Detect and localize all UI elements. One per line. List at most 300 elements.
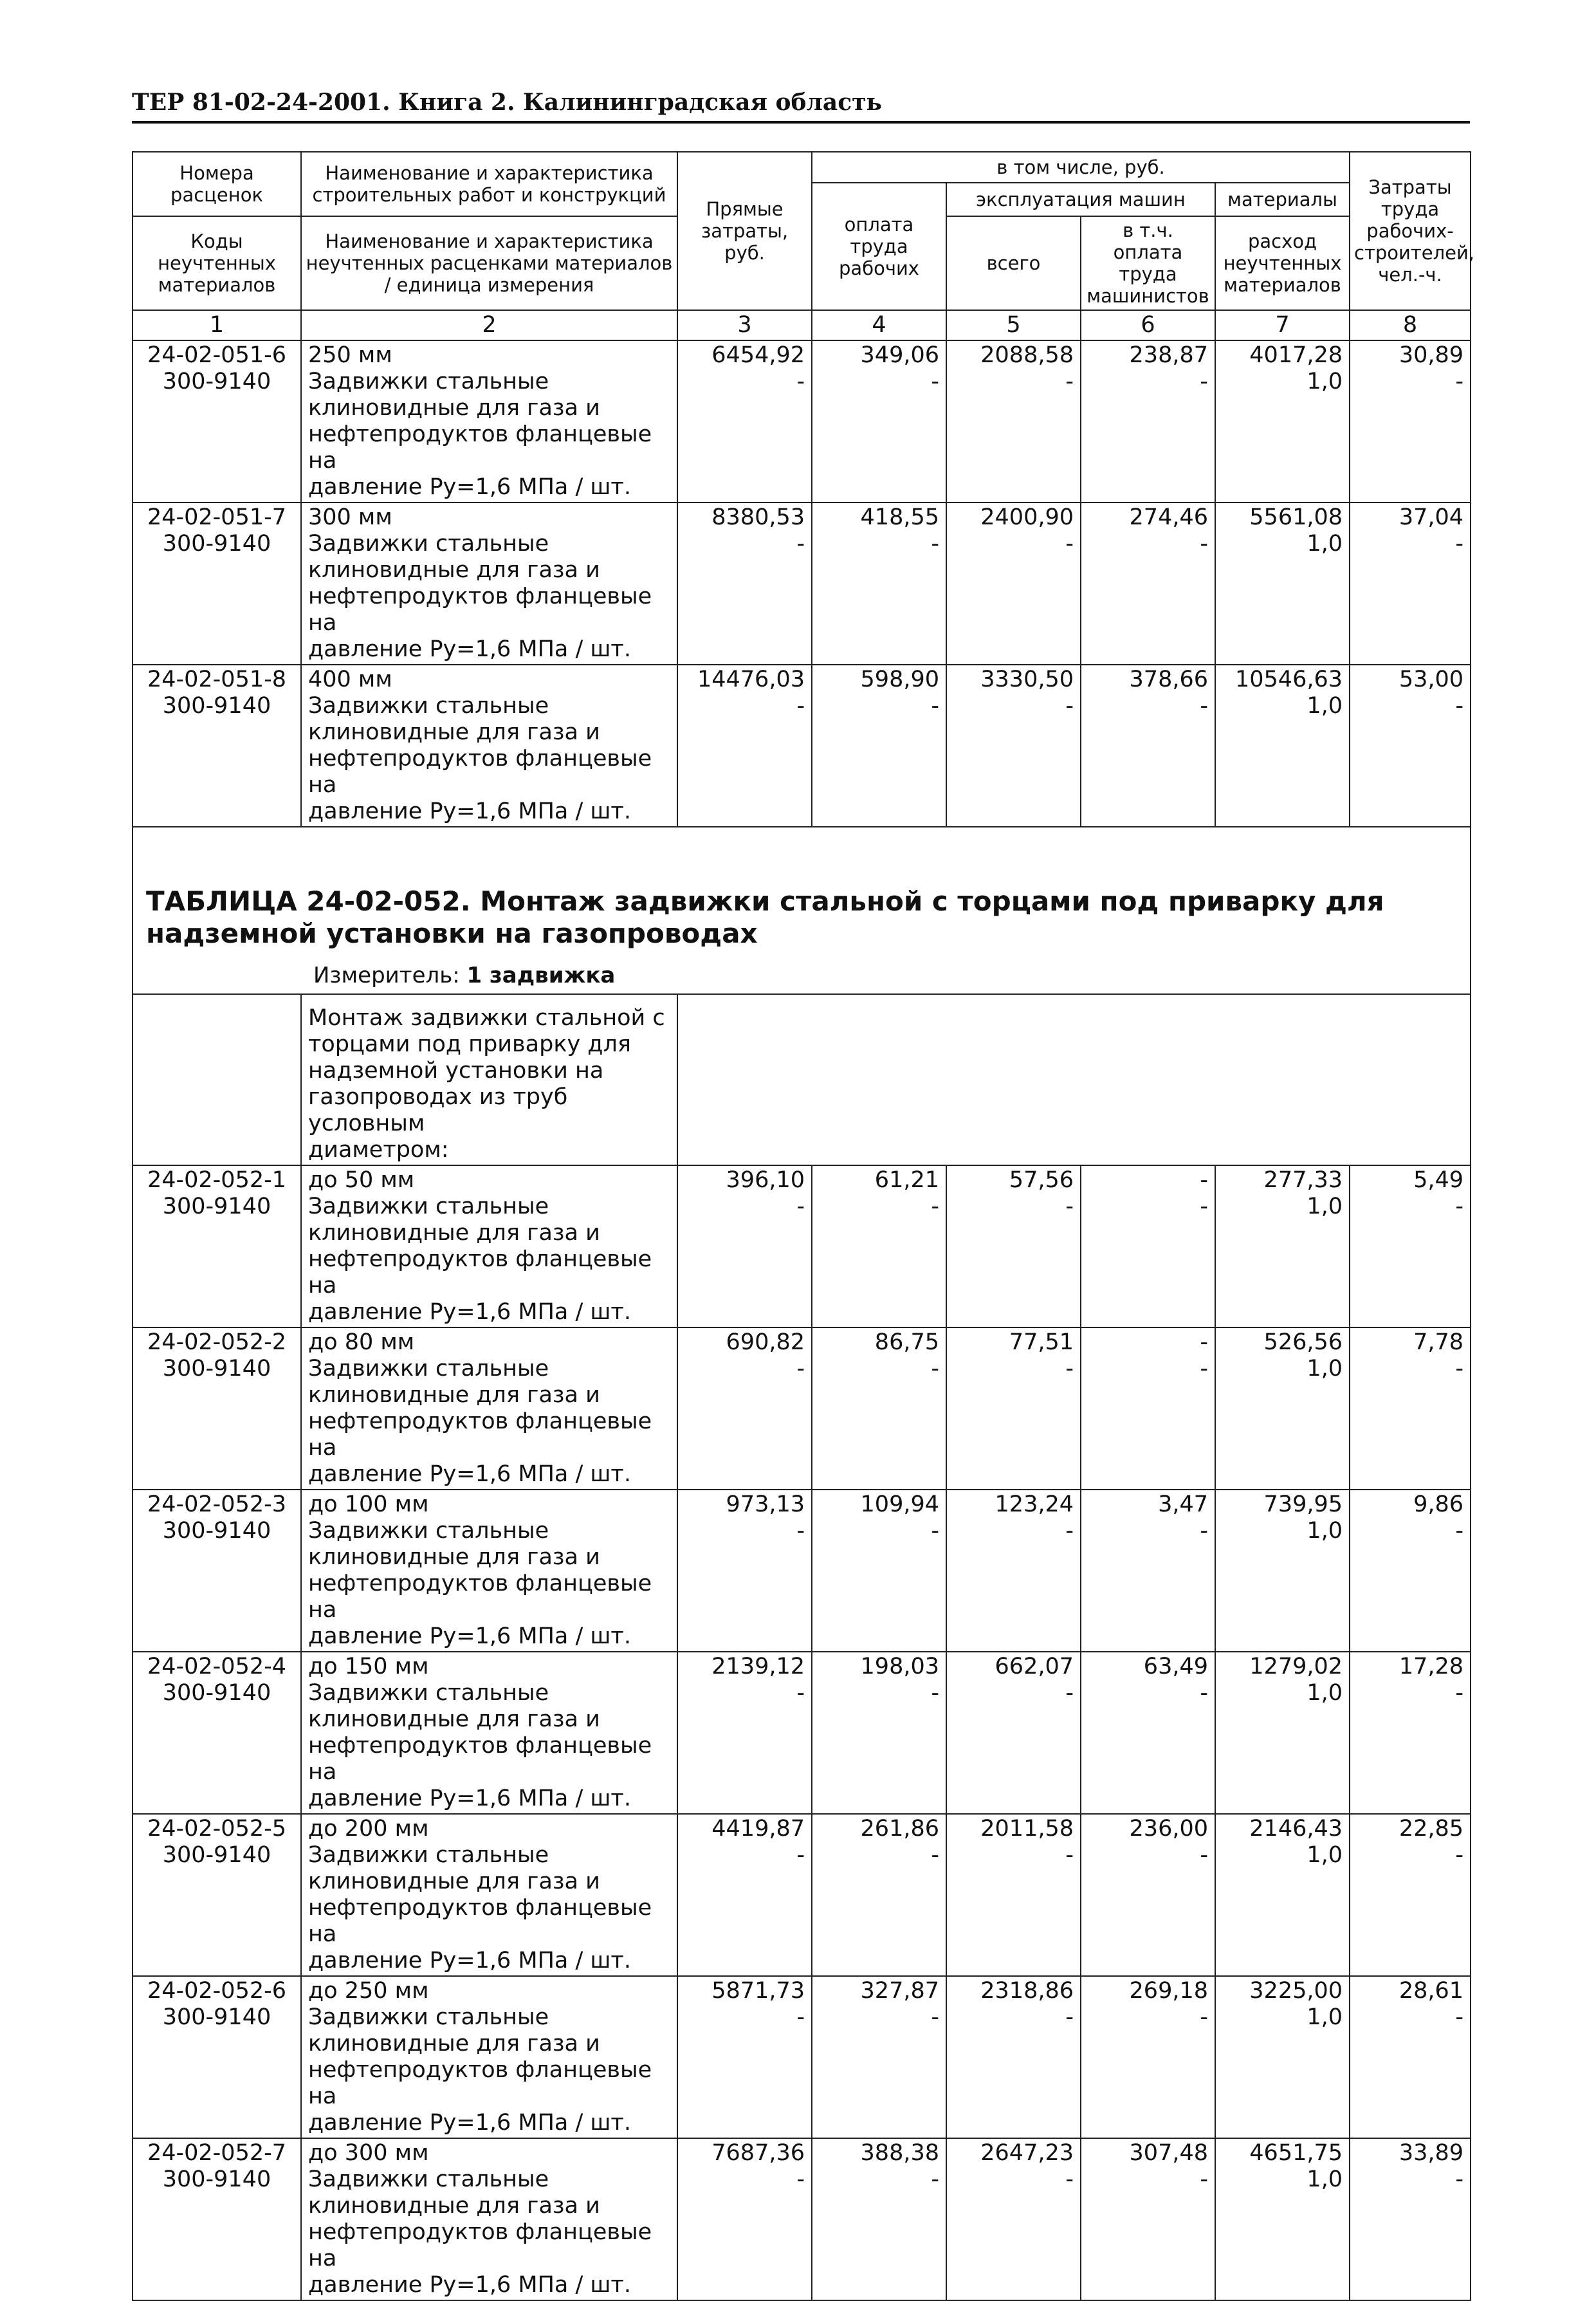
machinist-labor-cell bbox=[1081, 1652, 1215, 1814]
labor-cost: 198,03 bbox=[860, 1654, 939, 1679]
section-title-line: надземной установки на газопроводах bbox=[146, 918, 758, 949]
machine-total-cell bbox=[946, 1490, 1081, 1652]
material-name: клиновидные для газа и bbox=[308, 1220, 600, 1246]
materials-cost: 739,95 bbox=[1263, 1492, 1343, 1517]
material-code: 300-9140 bbox=[162, 1680, 271, 1706]
work-name: 300 мм bbox=[308, 504, 392, 530]
rate-code: 24-02-052-1 bbox=[147, 1167, 287, 1193]
direct-cost-cell bbox=[677, 1814, 812, 1976]
direct-cost-cell bbox=[677, 1165, 812, 1327]
direct-cost-cell bbox=[677, 1652, 812, 1814]
measure-unit bbox=[146, 963, 1457, 988]
direct-cost: 690,82 bbox=[726, 1329, 805, 1355]
dash: - bbox=[1455, 693, 1464, 719]
materials-cell bbox=[1215, 1976, 1350, 2138]
table-row bbox=[133, 340, 1471, 503]
materials-cell bbox=[1215, 340, 1350, 503]
labor-hours: 28,61 bbox=[1399, 1978, 1464, 2004]
dash: - bbox=[1200, 1194, 1208, 1219]
machinist-labor: 63,49 bbox=[1143, 1654, 1208, 1679]
material-name: клиновидные для газа и bbox=[308, 719, 600, 745]
description-cell bbox=[301, 1490, 677, 1652]
material-name: клиновидные для газа и bbox=[308, 1869, 600, 1894]
rate-code: 24-02-052-6 bbox=[147, 1978, 287, 2004]
machine-total: 2011,58 bbox=[980, 1816, 1074, 1842]
labor-cost-cell bbox=[812, 1652, 946, 1814]
machine-total: 2088,58 bbox=[980, 342, 1074, 368]
rate-code-cell bbox=[133, 1976, 301, 2138]
materials-cost: 3225,00 bbox=[1249, 1978, 1343, 2004]
material-quantity: 1,0 bbox=[1307, 1518, 1343, 1544]
work-name: до 250 мм bbox=[308, 1978, 429, 2004]
material-unit: давление Ру=1,6 МПа / шт. bbox=[308, 1786, 631, 1811]
dash: - bbox=[931, 531, 939, 557]
material-name: Задвижки стальные bbox=[308, 1842, 549, 1868]
material-quantity: 1,0 bbox=[1307, 1356, 1343, 1382]
machinist-labor-cell bbox=[1081, 1327, 1215, 1490]
labor-cost: 86,75 bbox=[874, 1329, 939, 1355]
dash: - bbox=[1065, 1356, 1074, 1382]
table-row bbox=[133, 503, 1471, 665]
column-number: 5 bbox=[946, 310, 1081, 340]
material-name: Задвижки стальные bbox=[308, 2004, 549, 2030]
table-row bbox=[133, 1976, 1471, 2138]
machinist-labor: 269,18 bbox=[1129, 1978, 1208, 2004]
dash: - bbox=[1200, 1680, 1208, 1706]
rate-code-cell bbox=[133, 1652, 301, 1814]
material-name: Задвижки стальные bbox=[308, 693, 549, 719]
materials-cost: 526,56 bbox=[1263, 1329, 1343, 1355]
dash: - bbox=[796, 1518, 805, 1544]
materials-cost: 1279,02 bbox=[1249, 1654, 1343, 1679]
material-quantity: 1,0 bbox=[1307, 2167, 1343, 2192]
materials-cell bbox=[1215, 665, 1350, 827]
col1-header-top: Номера расценок bbox=[133, 152, 301, 216]
machinist-labor: 378,66 bbox=[1129, 667, 1208, 692]
direct-cost: 2139,12 bbox=[711, 1654, 805, 1679]
page-header: ТЕР 81-02-24-2001. Книга 2. Калининградская область bbox=[132, 89, 1470, 124]
material-name: нефтепродуктов фланцевые на bbox=[308, 2057, 652, 2109]
machinist-labor: 238,87 bbox=[1129, 342, 1208, 368]
material-quantity: 1,0 bbox=[1307, 2004, 1343, 2030]
dash: - bbox=[796, 693, 805, 719]
material-name: клиновидные для газа и bbox=[308, 1544, 600, 1570]
direct-cost: 14476,03 bbox=[697, 667, 805, 692]
col7-header: расход неучтенных материалов bbox=[1215, 216, 1350, 310]
dash: - bbox=[1065, 369, 1074, 394]
dash: - bbox=[1455, 1518, 1464, 1544]
dash: - bbox=[1455, 531, 1464, 557]
material-name: клиновидные для газа и bbox=[308, 1706, 600, 1732]
table-row bbox=[133, 1814, 1471, 1976]
machine-total-cell bbox=[946, 503, 1081, 665]
dash: - bbox=[1455, 2167, 1464, 2192]
materials-cost: 5561,08 bbox=[1249, 504, 1343, 530]
material-name: Задвижки стальные bbox=[308, 1194, 549, 1219]
material-name: нефтепродуктов фланцевые на bbox=[308, 1409, 652, 1461]
dash: - bbox=[1065, 1194, 1074, 1219]
material-unit: давление Ру=1,6 МПа / шт. bbox=[308, 1299, 631, 1325]
direct-cost-cell bbox=[677, 340, 812, 503]
section-title-line: ТАБЛИЦА 24-02-052. Монтаж задвижки стальной с торцами под приварку для bbox=[146, 885, 1384, 917]
dash: - bbox=[931, 2167, 939, 2192]
materials-cell bbox=[1215, 2138, 1350, 2300]
labor-hours: 30,89 bbox=[1399, 342, 1464, 368]
material-name: клиновидные для газа и bbox=[308, 1382, 600, 1408]
labor-hours: 22,85 bbox=[1399, 1816, 1464, 1842]
machinist-labor: 3,47 bbox=[1158, 1492, 1208, 1517]
work-name: до 100 мм bbox=[308, 1492, 429, 1517]
direct-cost: 8380,53 bbox=[711, 504, 805, 530]
rate-code-cell bbox=[133, 2138, 301, 2300]
table-body bbox=[133, 152, 1475, 2300]
dash: - bbox=[796, 1680, 805, 1706]
labor-hours: 53,00 bbox=[1399, 667, 1464, 692]
materials-cost: 277,33 bbox=[1263, 1167, 1343, 1193]
direct-cost-cell bbox=[677, 1327, 812, 1490]
rate-code-cell bbox=[133, 1814, 301, 1976]
machine-total: 2647,23 bbox=[980, 2140, 1074, 2166]
machinist-labor-cell bbox=[1081, 340, 1215, 503]
section-heading-row bbox=[133, 827, 1471, 994]
column-number: 6 bbox=[1081, 310, 1215, 340]
machinist-labor: 307,48 bbox=[1129, 2140, 1208, 2166]
column-number: 4 bbox=[812, 310, 946, 340]
direct-cost-cell bbox=[677, 2138, 812, 2300]
description-cell bbox=[301, 665, 677, 827]
column-number: 1 bbox=[133, 310, 301, 340]
labor-cost-cell bbox=[812, 1490, 946, 1652]
machine-total-cell bbox=[946, 1976, 1081, 2138]
rate-code: 24-02-052-5 bbox=[147, 1816, 287, 1842]
dash: - bbox=[931, 1842, 939, 1868]
labor-hours-cell bbox=[1350, 1814, 1471, 1976]
labor-cost-cell bbox=[812, 1976, 946, 2138]
material-name: клиновидные для газа и bbox=[308, 2031, 600, 2056]
direct-cost: 973,13 bbox=[726, 1492, 805, 1517]
including-header: в том числе, руб. bbox=[812, 152, 1350, 183]
labor-hours-cell bbox=[1350, 1165, 1471, 1327]
labor-cost-cell bbox=[812, 503, 946, 665]
dash: - bbox=[931, 1680, 939, 1706]
material-code: 300-9140 bbox=[162, 1194, 271, 1219]
description-cell bbox=[301, 1814, 677, 1976]
machine-total: 57,56 bbox=[1009, 1167, 1074, 1193]
labor-hours: 5,49 bbox=[1413, 1167, 1464, 1193]
direct-cost: 5871,73 bbox=[711, 1978, 805, 2004]
dash: - bbox=[1065, 1518, 1074, 1544]
dash: - bbox=[1065, 1680, 1074, 1706]
description-cell bbox=[301, 503, 677, 665]
material-name: Задвижки стальные bbox=[308, 1356, 549, 1382]
work-name: до 150 мм bbox=[308, 1654, 429, 1679]
description-cell bbox=[301, 1165, 677, 1327]
machinist-labor: - bbox=[1200, 1329, 1208, 1355]
material-name: клиновидные для газа и bbox=[308, 395, 600, 421]
labor-hours: 33,89 bbox=[1399, 2140, 1464, 2166]
dash: - bbox=[1200, 369, 1208, 394]
materials-cell bbox=[1215, 1327, 1350, 1490]
labor-hours: 7,78 bbox=[1413, 1329, 1464, 1355]
material-code: 300-9140 bbox=[162, 1518, 271, 1544]
machinist-labor-cell bbox=[1081, 2138, 1215, 2300]
dash: - bbox=[1065, 693, 1074, 719]
table-row bbox=[133, 2138, 1471, 2300]
col4-header: оплата труда рабочих bbox=[812, 183, 946, 310]
labor-cost-cell bbox=[812, 665, 946, 827]
table-row bbox=[133, 1490, 1471, 1652]
material-code: 300-9140 bbox=[162, 369, 271, 394]
labor-hours-cell bbox=[1350, 1327, 1471, 1490]
dash: - bbox=[1455, 1842, 1464, 1868]
direct-cost-cell bbox=[677, 1976, 812, 2138]
description-cell bbox=[301, 1327, 677, 1490]
material-name: нефтепродуктов фланцевые на bbox=[308, 1246, 652, 1298]
work-name: до 80 мм bbox=[308, 1329, 415, 1355]
material-name: нефтепродуктов фланцевые на bbox=[308, 2219, 652, 2271]
intro-line: диаметром: bbox=[308, 1137, 449, 1163]
table-row bbox=[133, 1652, 1471, 1814]
dash: - bbox=[1200, 1518, 1208, 1544]
material-unit: давление Ру=1,6 МПа / шт. bbox=[308, 474, 631, 500]
dash: - bbox=[796, 1842, 805, 1868]
labor-hours-cell bbox=[1350, 665, 1471, 827]
machine-total-cell bbox=[946, 1814, 1081, 1976]
intro-empty-cell bbox=[677, 994, 1471, 1165]
description-cell bbox=[301, 1976, 677, 2138]
section-title bbox=[146, 885, 1457, 950]
labor-hours-cell bbox=[1350, 1490, 1471, 1652]
materials-cell bbox=[1215, 1652, 1350, 1814]
col6-header: в т.ч. оплата труда машинистов bbox=[1081, 216, 1215, 310]
description-cell bbox=[301, 2138, 677, 2300]
dash: - bbox=[1065, 2167, 1074, 2192]
direct-cost-cell bbox=[677, 503, 812, 665]
material-quantity: 1,0 bbox=[1307, 1842, 1343, 1868]
col8-header: Затраты труда рабочих-строителей, чел.-ч. bbox=[1350, 152, 1471, 310]
dash: - bbox=[1065, 531, 1074, 557]
materials-header: материалы bbox=[1215, 183, 1350, 216]
intro-empty-cell bbox=[133, 994, 301, 1165]
materials-cost: 10546,63 bbox=[1235, 667, 1343, 692]
dash: - bbox=[931, 1518, 939, 1544]
column-number: 8 bbox=[1350, 310, 1471, 340]
direct-cost: 396,10 bbox=[726, 1167, 805, 1193]
material-quantity: 1,0 bbox=[1307, 531, 1343, 557]
labor-cost-cell bbox=[812, 1165, 946, 1327]
table-row bbox=[133, 1165, 1471, 1327]
labor-hours: 37,04 bbox=[1399, 504, 1464, 530]
material-name: Задвижки стальные bbox=[308, 1518, 549, 1544]
material-name: нефтепродуктов фланцевые на bbox=[308, 1733, 652, 1785]
dash: - bbox=[796, 369, 805, 394]
machinist-labor-cell bbox=[1081, 1165, 1215, 1327]
machine-total: 2318,86 bbox=[980, 1978, 1074, 2004]
material-code: 300-9140 bbox=[162, 693, 271, 719]
dash: - bbox=[1200, 2004, 1208, 2030]
labor-cost: 327,87 bbox=[860, 1978, 939, 2004]
labor-hours-cell bbox=[1350, 1976, 1471, 2138]
machines-header: эксплуатация машин bbox=[946, 183, 1215, 216]
description-cell bbox=[301, 1652, 677, 1814]
material-name: нефтепродуктов фланцевые на bbox=[308, 584, 652, 636]
machine-total-cell bbox=[946, 340, 1081, 503]
material-code: 300-9140 bbox=[162, 2004, 271, 2030]
rate-code: 24-02-051-6 bbox=[147, 342, 287, 368]
material-unit: давление Ру=1,6 МПа / шт. bbox=[308, 1461, 631, 1487]
material-name: нефтепродуктов фланцевые на bbox=[308, 421, 652, 474]
dash: - bbox=[796, 1356, 805, 1382]
material-quantity: 1,0 bbox=[1307, 369, 1343, 394]
measure-label: Измеритель: bbox=[313, 963, 460, 988]
rate-code-cell bbox=[133, 1490, 301, 1652]
dash: - bbox=[1200, 1356, 1208, 1382]
labor-cost: 349,06 bbox=[860, 342, 939, 368]
material-unit: давление Ру=1,6 МПа / шт. bbox=[308, 2110, 631, 2136]
machine-total: 2400,90 bbox=[980, 504, 1074, 530]
direct-cost: 4419,87 bbox=[711, 1816, 805, 1842]
work-name: 400 мм bbox=[308, 667, 392, 692]
col2-header-top: Наименование и характеристика строительных работ и конструкций bbox=[301, 152, 677, 216]
materials-cost: 4651,75 bbox=[1249, 2140, 1343, 2166]
dash: - bbox=[796, 1194, 805, 1219]
rate-code-cell bbox=[133, 1327, 301, 1490]
machine-total-cell bbox=[946, 1652, 1081, 1814]
rate-code-cell bbox=[133, 503, 301, 665]
material-unit: давление Ру=1,6 МПа / шт. bbox=[308, 1623, 631, 1649]
intro-line: надземной установки на bbox=[308, 1058, 604, 1084]
labor-cost-cell bbox=[812, 1814, 946, 1976]
labor-cost: 61,21 bbox=[874, 1167, 939, 1193]
dash: - bbox=[1455, 1680, 1464, 1706]
machinist-labor-cell bbox=[1081, 1814, 1215, 1976]
rate-code: 24-02-051-8 bbox=[147, 667, 287, 692]
description-cell bbox=[301, 340, 677, 503]
material-code: 300-9140 bbox=[162, 1842, 271, 1868]
material-unit: давление Ру=1,6 МПа / шт. bbox=[308, 799, 631, 824]
material-unit: давление Ру=1,6 МПа / шт. bbox=[308, 1948, 631, 1973]
labor-cost-cell bbox=[812, 1327, 946, 1490]
rate-code-cell bbox=[133, 1165, 301, 1327]
dash: - bbox=[1065, 1842, 1074, 1868]
material-quantity: 1,0 bbox=[1307, 1194, 1343, 1219]
labor-hours: 9,86 bbox=[1413, 1492, 1464, 1517]
column-number: 2 bbox=[301, 310, 677, 340]
intro-line: Монтаж задвижки стальной с bbox=[308, 1005, 665, 1031]
material-quantity: 1,0 bbox=[1307, 1680, 1343, 1706]
machine-total-cell bbox=[946, 2138, 1081, 2300]
material-code: 300-9140 bbox=[162, 531, 271, 557]
rates-table bbox=[132, 151, 1475, 2301]
direct-cost: 7687,36 bbox=[711, 2140, 805, 2166]
labor-cost-cell bbox=[812, 340, 946, 503]
materials-cell bbox=[1215, 1814, 1350, 1976]
dash: - bbox=[1455, 1356, 1464, 1382]
table-row bbox=[133, 665, 1471, 827]
labor-cost: 109,94 bbox=[860, 1492, 939, 1517]
machinist-labor-cell bbox=[1081, 503, 1215, 665]
col5-header: всего bbox=[946, 216, 1081, 310]
materials-cell bbox=[1215, 1165, 1350, 1327]
material-name: нефтепродуктов фланцевые на bbox=[308, 746, 652, 798]
dash: - bbox=[1455, 1194, 1464, 1219]
machine-total: 123,24 bbox=[995, 1492, 1074, 1517]
labor-cost-cell bbox=[812, 2138, 946, 2300]
dash: - bbox=[931, 2004, 939, 2030]
column-number: 3 bbox=[677, 310, 812, 340]
material-quantity: 1,0 bbox=[1307, 693, 1343, 719]
material-name: Задвижки стальные bbox=[308, 531, 549, 557]
intro-line: газопроводах из труб условным bbox=[308, 1084, 568, 1136]
materials-cost: 2146,43 bbox=[1249, 1816, 1343, 1842]
column-number: 7 bbox=[1215, 310, 1350, 340]
dash: - bbox=[1200, 531, 1208, 557]
rate-code: 24-02-052-4 bbox=[147, 1654, 287, 1679]
labor-cost: 418,55 bbox=[860, 504, 939, 530]
materials-cell bbox=[1215, 503, 1350, 665]
machine-total-cell bbox=[946, 1327, 1081, 1490]
rate-code: 24-02-052-7 bbox=[147, 2140, 287, 2166]
work-name: до 50 мм bbox=[308, 1167, 415, 1193]
machinist-labor-cell bbox=[1081, 1976, 1215, 2138]
rate-code: 24-02-051-7 bbox=[147, 504, 287, 530]
direct-cost-cell bbox=[677, 665, 812, 827]
material-unit: давление Ру=1,6 МПа / шт. bbox=[308, 636, 631, 662]
measure-value: 1 задвижка bbox=[466, 963, 616, 988]
labor-hours: 17,28 bbox=[1399, 1654, 1464, 1679]
machine-total-cell bbox=[946, 1165, 1081, 1327]
dash: - bbox=[931, 1356, 939, 1382]
col2-header-bottom: Наименование и характеристика неучтенных расценками материалов / единица измерения bbox=[301, 216, 677, 310]
machine-total: 662,07 bbox=[995, 1654, 1074, 1679]
col3-header: Прямые затраты, руб. bbox=[677, 152, 812, 310]
materials-cost: 4017,28 bbox=[1249, 342, 1343, 368]
labor-hours-cell bbox=[1350, 503, 1471, 665]
machinist-labor-cell bbox=[1081, 1490, 1215, 1652]
material-name: клиновидные для газа и bbox=[308, 2193, 600, 2219]
intro-line: торцами под приварку для bbox=[308, 1031, 631, 1057]
work-name: 250 мм bbox=[308, 342, 392, 368]
machinist-labor: - bbox=[1200, 1167, 1208, 1193]
direct-cost-cell bbox=[677, 1490, 812, 1652]
material-name: Задвижки стальные bbox=[308, 369, 549, 394]
dash: - bbox=[1455, 2004, 1464, 2030]
section-intro-cell bbox=[301, 994, 677, 1165]
material-name: нефтепродуктов фланцевые на bbox=[308, 1895, 652, 1947]
rate-code-cell bbox=[133, 340, 301, 503]
section-heading-cell bbox=[133, 827, 1471, 994]
materials-cell bbox=[1215, 1490, 1350, 1652]
dash: - bbox=[796, 2167, 805, 2192]
machine-total: 77,51 bbox=[1009, 1329, 1074, 1355]
labor-hours-cell bbox=[1350, 2138, 1471, 2300]
work-name: до 300 мм bbox=[308, 2140, 429, 2166]
dash: - bbox=[1455, 369, 1464, 394]
material-name: Задвижки стальные bbox=[308, 1680, 549, 1706]
dash: - bbox=[1200, 1842, 1208, 1868]
section-intro-row bbox=[133, 994, 1471, 1165]
machinist-labor-cell bbox=[1081, 665, 1215, 827]
dash: - bbox=[796, 531, 805, 557]
machine-total: 3330,50 bbox=[980, 667, 1074, 692]
material-unit: давление Ру=1,6 МПа / шт. bbox=[308, 2272, 631, 2298]
material-name: клиновидные для газа и bbox=[308, 557, 600, 583]
machine-total-cell bbox=[946, 665, 1081, 827]
direct-cost: 6454,92 bbox=[711, 342, 805, 368]
machinist-labor: 236,00 bbox=[1129, 1816, 1208, 1842]
dash: - bbox=[931, 693, 939, 719]
dash: - bbox=[931, 369, 939, 394]
